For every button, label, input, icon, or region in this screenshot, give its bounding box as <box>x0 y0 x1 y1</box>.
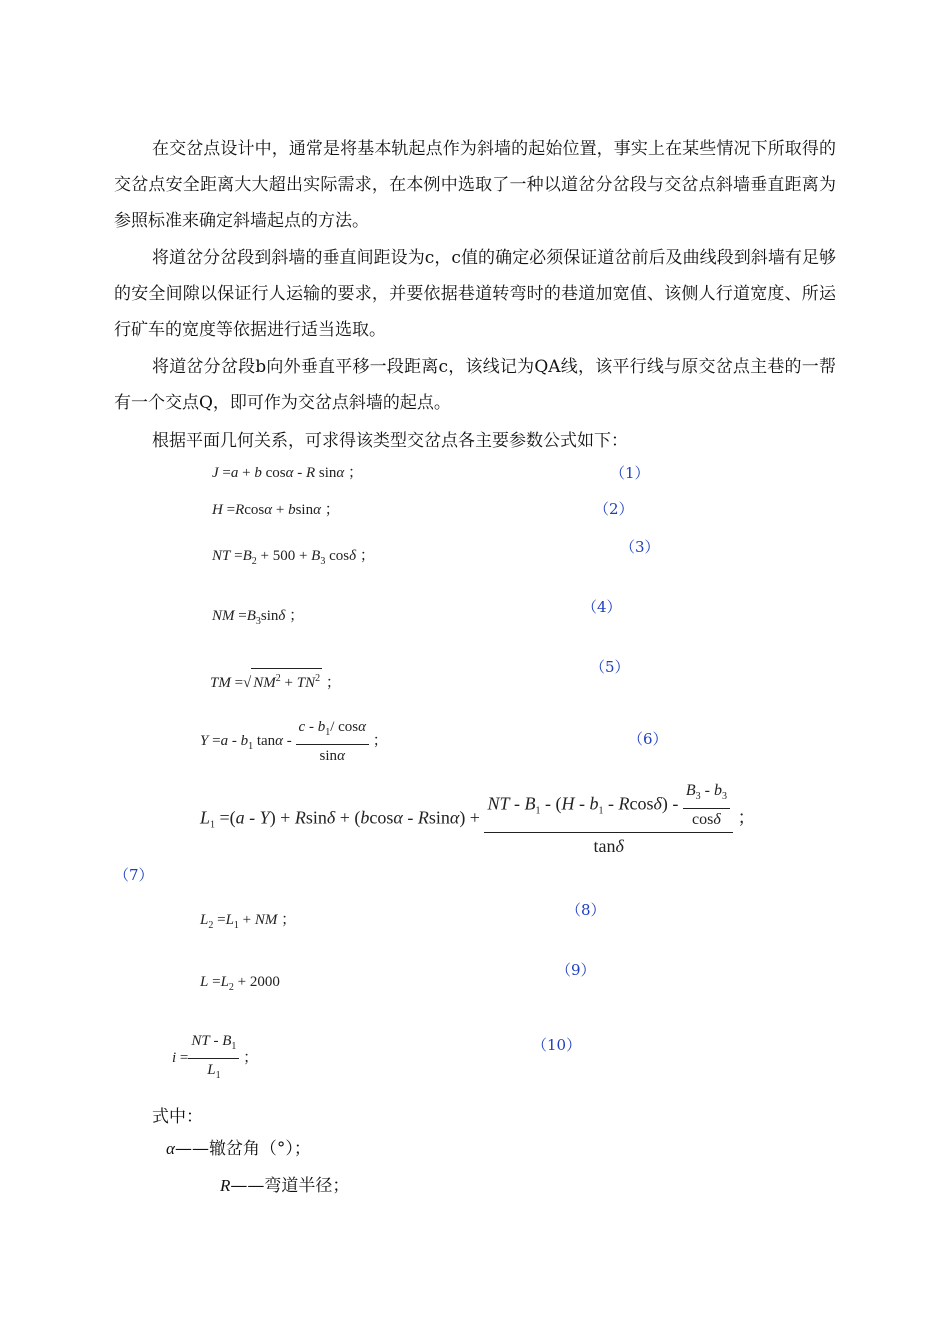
paragraph-4: 根据平面几何关系，可求得该类型交岔点各主要参数公式如下： <box>152 431 628 451</box>
paragraph-3: 将道岔分岔段b向外垂直平移一段距离c，该线记为QA线，该平行线与原交岔点主巷的一帮有一个交点Q，即可作为交岔点斜墙的起点。 <box>114 357 836 413</box>
paragraph-1: 在交岔点设计中，通常是将基本轨起点作为斜墙的起始位置，事实上在某些情况下所取得的交岔点安全距离大大超出实际需求，在本例中选取了一种以道岔分岔段与交岔点斜墙垂直距离为参照标准来确定斜墙起点的方法。 <box>114 139 836 231</box>
equation-number-1: （1） <box>610 464 650 482</box>
equation-number-8: （8） <box>566 901 606 919</box>
equation-number-10: （10） <box>532 1036 582 1054</box>
equation-2: H =Rcosα + bsinα ； <box>212 502 340 518</box>
equation-1: J =a + b cosα - R sinα ； <box>212 465 364 481</box>
definition-r <box>220 1174 349 1198</box>
symbol-r: R <box>220 1176 231 1195</box>
equation-number-6: （6） <box>628 730 668 748</box>
definition-alpha <box>166 1137 311 1161</box>
equation-8: $L_2 =L_1$ + NM ； <box>200 912 297 931</box>
equation-3: NT $=B_2 + 500 + B_3$ cosδ ； <box>212 548 375 567</box>
equation-number-9: （9） <box>556 961 596 979</box>
equation-5: TM =√ $NM^2 + TN^2$ ； <box>210 668 341 693</box>
equation-6: $Y =a - b_1$ tanα - $\frac{c - b_1/ \cos\alpha}{\sin\alpha}$ ； <box>200 716 388 767</box>
equation-number-3: （3） <box>620 538 660 556</box>
equation-7: $L_1 =(a - Y) + Rsin\delta + (bcos\alpha - Rsin\alpha)$ + NT - $B_1 - (H - b_1 - Rcos\delta)$ - $\frac{B_3 - b_3}{\cos\delta}$ tanδ ； <box>200 782 756 856</box>
definition-alpha-text: ——辙岔角（°）； <box>174 1139 311 1159</box>
where-label: 式中： <box>152 1107 203 1127</box>
symbol-alpha: α <box>166 1139 175 1158</box>
equation-number-2: （2） <box>594 500 634 518</box>
equation-number-7: （7） <box>114 866 154 884</box>
equation-number-5: （5） <box>590 658 630 676</box>
paragraph-2: 将道岔分岔段到斜墙的垂直间距设为c，c值的确定必须保证道岔前后及曲线段到斜墙有足够的安全间隙以保证行人运输的要求，并要依据巷道转弯时的巷道加宽值、该侧人行道宽度、所运行矿车的宽度等依据进行适当选取。 <box>114 248 836 340</box>
equation-number-4: （4） <box>582 598 622 616</box>
equation-9: $L =L_2 + 2000$ <box>200 974 280 993</box>
definition-r-text: ——弯道半径； <box>230 1176 350 1196</box>
equation-10: i = $\frac{NT - B_1}{L_1}$ ； <box>172 1030 258 1087</box>
equation-4: NM $=B_3\sin\delta$ ； <box>212 608 305 627</box>
